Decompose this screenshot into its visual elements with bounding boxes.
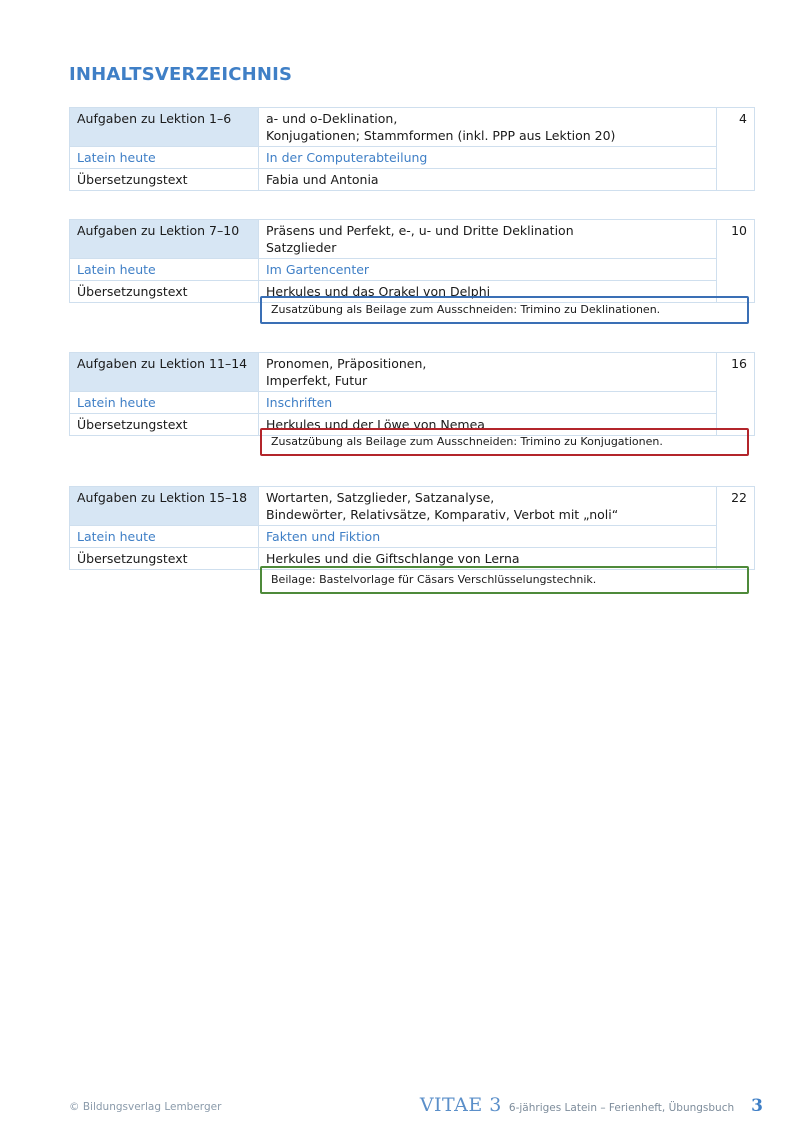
- page-number: 16: [717, 353, 755, 436]
- table-row: [70, 526, 755, 548]
- grammar-topic-line: Konjugationen; Stammformen (inkl. PPP aus Lektion 20): [266, 128, 616, 143]
- copyright: © Bildungsverlag Lemberger: [69, 1101, 222, 1113]
- brand-logo: VITAE 3: [419, 1094, 502, 1116]
- book-subtitle: 6-jähriges Latein – Ferienheft, Übungsbuch: [508, 1102, 735, 1114]
- uebersetzung-topic: Herkules und der Löwe von Nemea: [259, 414, 717, 436]
- grammar-topic-line: Bindewörter, Relativsätze, Komparativ, Verbot mit „noli“: [266, 507, 619, 522]
- lesson-label: Aufgaben zu Lektion 7–10: [70, 220, 259, 259]
- page-number: 4: [717, 108, 755, 191]
- latein-heute-topic: Im Gartencenter: [259, 259, 717, 281]
- latein-heute-topic: Inschriften: [259, 392, 717, 414]
- toc-table-1: [69, 107, 755, 191]
- footer-brand-line: [420, 1094, 763, 1116]
- uebersetzung-label: Übersetzungstext: [70, 548, 259, 570]
- lesson-label: Aufgaben zu Lektion 1–6: [70, 108, 259, 147]
- table-row: [70, 220, 755, 259]
- supplement-box-green: Beilage: Bastelvorlage für Cäsars Verschlüsselungstechnik.: [260, 566, 749, 594]
- supplement-box-blue: Zusatzübung als Beilage zum Ausschneiden: Trimino zu Deklinationen.: [260, 296, 749, 324]
- table-row: [70, 392, 755, 414]
- uebersetzung-label: Übersetzungstext: [70, 281, 259, 303]
- latein-heute-label: Latein heute: [70, 259, 259, 281]
- supplement-box-red: Zusatzübung als Beilage zum Ausschneiden: Trimino zu Konjugationen.: [260, 428, 749, 456]
- uebersetzung-topic: Herkules und die Giftschlange von Lerna: [259, 548, 717, 570]
- grammar-topic-line: Imperfekt, Futur: [266, 373, 368, 388]
- grammar-topic-line: a- und o-Deklination,: [266, 111, 398, 126]
- grammar-topic: [259, 108, 717, 147]
- toc-table-4: [69, 486, 755, 570]
- table-row: [70, 147, 755, 169]
- toc-table-3: [69, 352, 755, 436]
- toc-section-1: [69, 107, 755, 191]
- grammar-topic-line: Pronomen, Präpositionen,: [266, 356, 427, 371]
- lesson-label: Aufgaben zu Lektion 15–18: [70, 487, 259, 526]
- page-number: 10: [717, 220, 755, 303]
- lesson-label: Aufgaben zu Lektion 11–14: [70, 353, 259, 392]
- latein-heute-label: Latein heute: [70, 526, 259, 548]
- latein-heute-topic: Fakten und Fiktion: [259, 526, 717, 548]
- table-row: [70, 108, 755, 147]
- toc-section-4: [69, 486, 755, 586]
- grammar-topic: [259, 487, 717, 526]
- toc-section-3: [69, 352, 755, 448]
- page-number-footer: 3: [751, 1096, 763, 1116]
- table-row: [70, 169, 755, 191]
- uebersetzung-label: Übersetzungstext: [70, 169, 259, 191]
- grammar-topic-line: Satzglieder: [266, 240, 337, 255]
- page-title: INHALTSVERZEICHNIS: [69, 64, 293, 85]
- grammar-topic: [259, 220, 717, 259]
- uebersetzung-topic: Herkules und das Orakel von Delphi: [259, 281, 717, 303]
- latein-heute-topic: In der Computerabteilung: [259, 147, 717, 169]
- toc-section-2: [69, 219, 755, 316]
- latein-heute-label: Latein heute: [70, 147, 259, 169]
- grammar-topic-line: Präsens und Perfekt, e-, u- und Dritte Deklination: [266, 223, 574, 238]
- table-row: [70, 259, 755, 281]
- toc-table-2: [69, 219, 755, 303]
- uebersetzung-label: Übersetzungstext: [70, 414, 259, 436]
- grammar-topic: [259, 353, 717, 392]
- table-row: [70, 487, 755, 526]
- page-number: 22: [717, 487, 755, 570]
- grammar-topic-line: Wortarten, Satzglieder, Satzanalyse,: [266, 490, 495, 505]
- table-row: [70, 353, 755, 392]
- uebersetzung-topic: Fabia und Antonia: [259, 169, 717, 191]
- latein-heute-label: Latein heute: [70, 392, 259, 414]
